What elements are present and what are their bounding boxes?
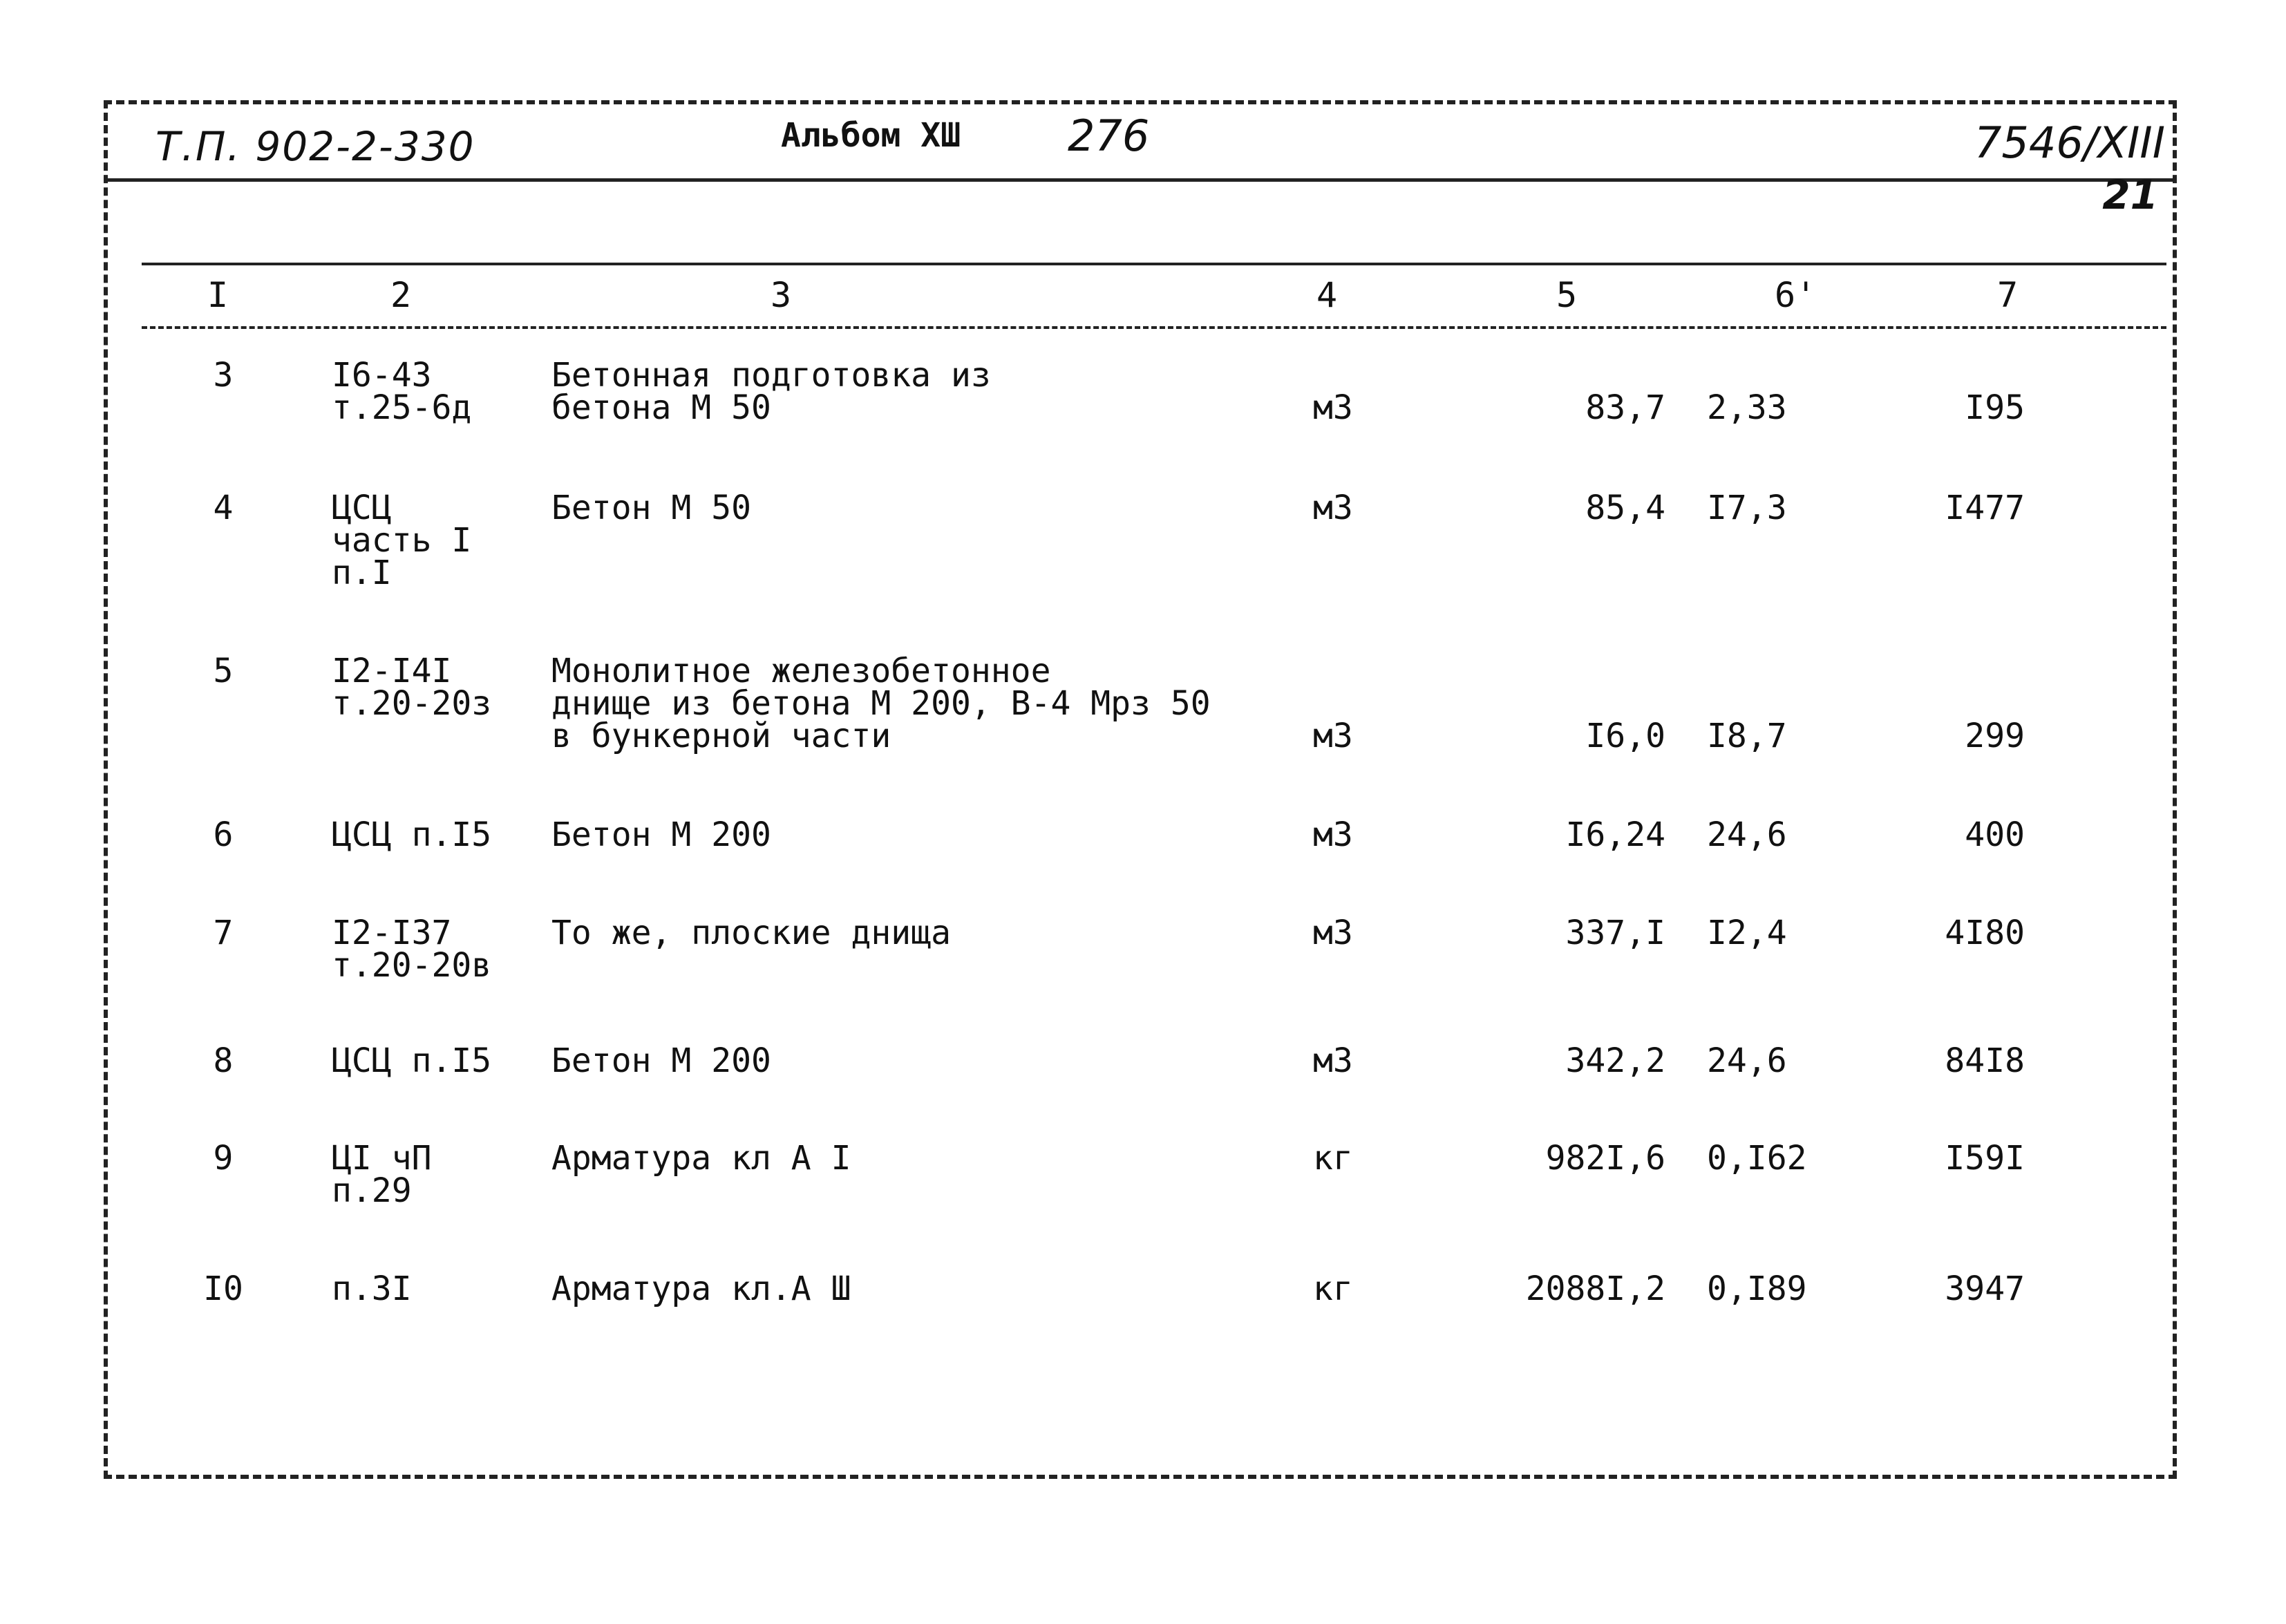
row-description: Бетон М 50: [551, 489, 751, 527]
table-top-rule: [142, 263, 2166, 265]
row-unit-price: I7,3: [1707, 489, 1787, 527]
row-reference: ЦI чП п.29: [332, 1139, 432, 1210]
row-description: Бетон М 200: [551, 1041, 771, 1080]
column-header-5: 5: [1556, 275, 1578, 315]
column-header-2: 2: [390, 275, 412, 315]
row-unit-price: 2,33: [1707, 388, 1787, 427]
row-description: То же, плоские днища: [551, 914, 951, 952]
row-quantity: 337,I: [1565, 914, 1665, 952]
row-quantity: 85,4: [1585, 489, 1665, 527]
row-unit: м3: [1313, 388, 1353, 427]
table-header-rule: [142, 326, 2166, 329]
row-reference: I2-I4I т.20-20з: [332, 652, 492, 723]
row-reference: ЦСЦ п.I5: [332, 815, 492, 854]
row-unit-price: I2,4: [1707, 914, 1787, 952]
row-reference: ЦСЦ п.I5: [332, 1041, 492, 1080]
row-number: 7: [213, 914, 234, 952]
row-description: Бетон М 200: [551, 815, 771, 854]
row-total: I95: [1965, 388, 2025, 427]
column-header-6: 6': [1775, 275, 1817, 315]
row-unit: м3: [1313, 1041, 1353, 1080]
row-total: 4I80: [1945, 914, 2025, 952]
row-unit: м3: [1313, 489, 1353, 527]
row-description: Арматура кл.А Ш: [551, 1269, 851, 1308]
row-number: 8: [213, 1041, 234, 1080]
project-code: Т.П. 902-2-330: [155, 123, 475, 170]
row-unit-price: 0,I89: [1707, 1269, 1807, 1308]
row-unit: кг: [1313, 1269, 1353, 1308]
row-quantity: 83,7: [1585, 388, 1665, 427]
header-divider: [104, 178, 2177, 182]
row-unit-price: 0,I62: [1707, 1139, 1807, 1178]
row-quantity: 342,2: [1565, 1041, 1665, 1080]
row-unit-price: 24,6: [1707, 815, 1787, 854]
document-frame: [104, 100, 2177, 1479]
row-reference: I6-43 т.25-6д: [332, 356, 472, 427]
row-total: 84I8: [1945, 1041, 2025, 1080]
row-unit: м3: [1313, 815, 1353, 854]
page-number: 276: [1068, 111, 1150, 161]
column-header-1: I: [207, 275, 229, 315]
row-description: Монолитное железобетонное днище из бетона М 200, В-4 Мрз 50 в бункерной части: [551, 652, 1211, 755]
row-reference: I2-I37 т.20-20в: [332, 914, 492, 985]
row-number: 5: [213, 652, 234, 690]
row-total: I477: [1945, 489, 2025, 527]
row-unit-price: I8,7: [1707, 717, 1787, 755]
row-description: Бетонная подготовка из бетона М 50: [551, 356, 991, 427]
row-quantity: 982I,6: [1545, 1139, 1665, 1178]
row-unit: м3: [1313, 717, 1353, 755]
row-reference: п.3I: [332, 1269, 412, 1308]
row-description: Арматура кл А I: [551, 1139, 851, 1178]
row-number: 9: [213, 1139, 234, 1178]
row-quantity: I6,0: [1585, 717, 1665, 755]
album-label: Альбом XШ: [781, 116, 961, 155]
inventory-number: 7546/XIII: [1974, 117, 2165, 168]
row-reference: ЦСЦ часть I п.I: [332, 489, 472, 592]
row-number: I0: [203, 1269, 243, 1308]
row-number: 3: [213, 356, 234, 395]
row-total: 3947: [1945, 1269, 2025, 1308]
row-quantity: I6,24: [1565, 815, 1665, 854]
row-number: 4: [213, 489, 234, 527]
sheet-number: 21: [2102, 171, 2158, 218]
row-unit: кг: [1313, 1139, 1353, 1178]
column-header-3: 3: [771, 275, 792, 315]
column-header-7: 7: [1997, 275, 2019, 315]
row-total: 400: [1965, 815, 2025, 854]
row-number: 6: [213, 815, 234, 854]
row-total: I59I: [1945, 1139, 2025, 1178]
row-unit-price: 24,6: [1707, 1041, 1787, 1080]
row-total: 299: [1965, 717, 2025, 755]
column-header-4: 4: [1316, 275, 1338, 315]
row-unit: м3: [1313, 914, 1353, 952]
row-quantity: 2088I,2: [1525, 1269, 1665, 1308]
